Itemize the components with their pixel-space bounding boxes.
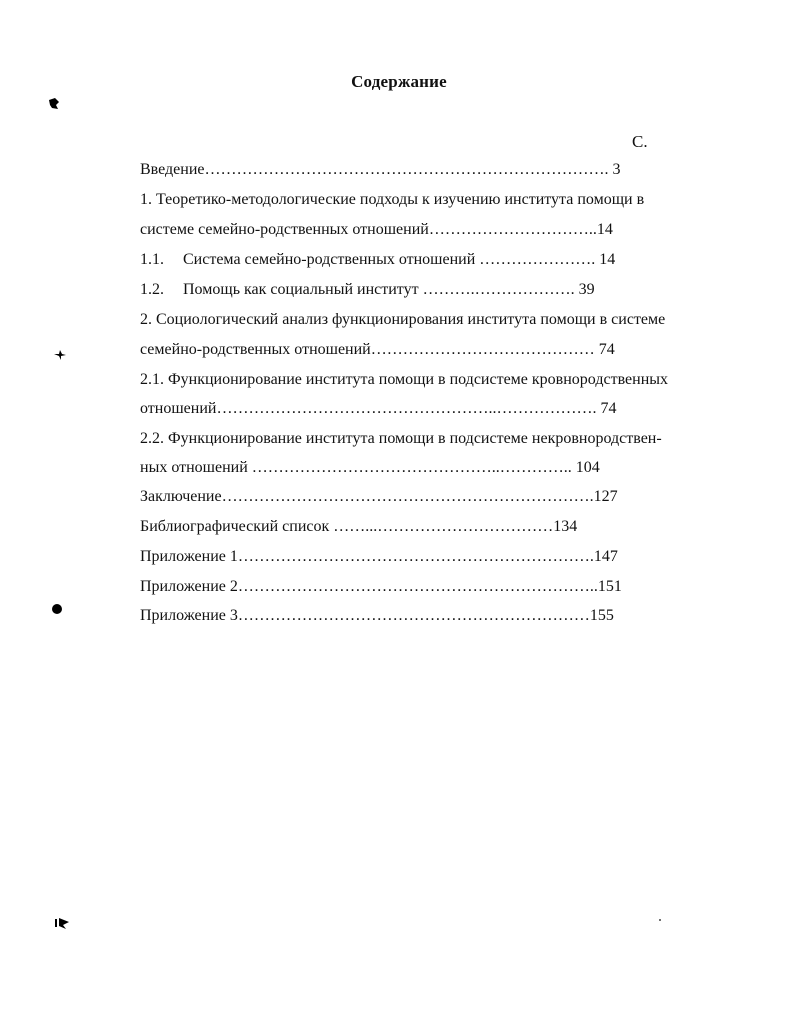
page-title: Содержание bbox=[351, 72, 447, 91]
toc-entry-appendix-2: Приложение 2…………………………………………………………..151 bbox=[140, 578, 622, 595]
toc-entry-conclusion: Заключение…………………………………………………………….127 bbox=[140, 488, 618, 505]
scan-speck-mark bbox=[658, 918, 662, 922]
section-title: Помощь как социальный институт ……….………………. 39 bbox=[183, 281, 595, 298]
section-number: 1.2. bbox=[140, 281, 164, 298]
toc-entry-section-2-1-line-1: 2.1. Функционирование института помощи в подсистеме кровнородственных bbox=[140, 371, 668, 388]
toc-entry-bibliography: Библиографический список ……...……………………………134 bbox=[140, 518, 578, 535]
toc-entry-chapter-1-line-1: 1. Теоретико-методологические подходы к изучению института помощи в bbox=[140, 191, 645, 208]
scan-speck-mark bbox=[46, 96, 62, 112]
toc-entry-section-1-1 bbox=[140, 250, 615, 270]
toc-entry-chapter-2-line-1: 2. Социологический анализ функционирования института помощи в системе bbox=[140, 311, 666, 328]
section-title: Система семейно-родственных отношений …………………. 14 bbox=[183, 251, 616, 268]
toc-entry-section-1-2 bbox=[140, 280, 595, 300]
toc-entry-chapter-2-line-2: семейно-родственных отношений…………………………………… 74 bbox=[140, 341, 615, 358]
toc-entry-chapter-1-line-2: системе семейно-родственных отношений…………………………..14 bbox=[140, 221, 613, 238]
scan-speck-mark bbox=[50, 602, 64, 616]
toc-entry-appendix-1: Приложение 1………………………………………………………….147 bbox=[140, 548, 618, 565]
scan-speck-mark bbox=[54, 916, 72, 930]
page-column-label: С. bbox=[632, 132, 648, 151]
toc-entry-section-2-2-line-2: ных отношений ………………………………………..………….. 104 bbox=[140, 459, 600, 476]
toc-entry-intro: Введение…………………………………………………………………. 3 bbox=[140, 161, 621, 178]
scan-speck-mark bbox=[52, 348, 68, 362]
section-number: 1.1. bbox=[140, 251, 164, 268]
toc-entry-appendix-3: Приложение 3…………………………………………………………155 bbox=[140, 607, 614, 624]
toc-entry-section-2-1-line-2: отношений……………………………………………..………………. 74 bbox=[140, 400, 617, 417]
toc-entry-section-2-2-line-1: 2.2. Функционирование института помощи в подсистеме некровнородствен- bbox=[140, 430, 662, 447]
